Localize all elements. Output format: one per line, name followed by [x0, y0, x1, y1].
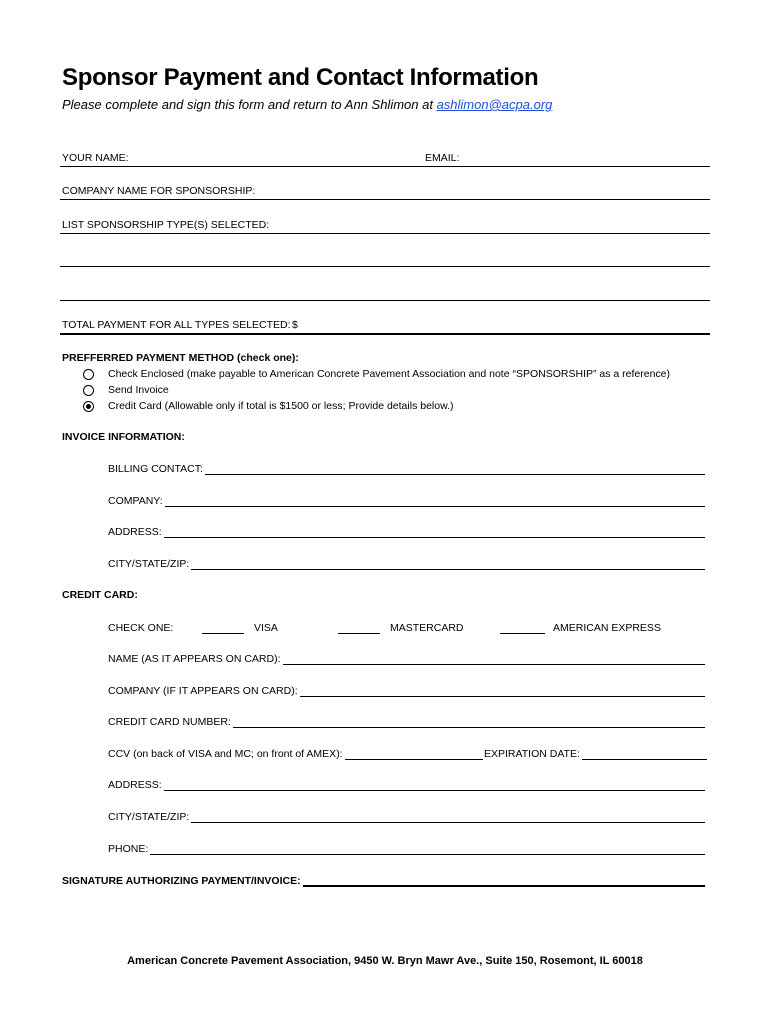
ccv-line[interactable] [345, 748, 483, 760]
your-name-label: YOUR NAME: [62, 152, 129, 164]
invoice-heading: INVOICE INFORMATION: [62, 431, 185, 443]
billing-contact-label: BILLING CONTACT: [108, 463, 203, 475]
invoice-address-field[interactable] [108, 526, 705, 538]
page-title: Sponsor Payment and Contact Information [62, 64, 539, 91]
invoice-company-label: COMPANY: [108, 495, 163, 507]
option-check-enclosed: Check Enclosed (make payable to American Concrete Pavement Association and note “SPONSORSHIP” as a reference) [108, 368, 671, 380]
name-on-card-label: NAME (AS IT APPEARS ON CARD): [108, 653, 281, 665]
invoice-address-line[interactable] [164, 526, 705, 538]
company-on-card-field[interactable] [108, 685, 705, 697]
card-address-field[interactable] [108, 779, 705, 791]
payment-method-heading: PREFFERRED PAYMENT METHOD (check one): [62, 352, 299, 364]
expiration-line[interactable] [582, 748, 707, 760]
dollar-sign: $ [292, 319, 298, 331]
invoice-address-label: ADDRESS: [108, 526, 162, 538]
check-one-label: CHECK ONE: [108, 622, 174, 634]
mastercard-blank[interactable] [338, 622, 380, 634]
radio-check-enclosed[interactable] [83, 369, 94, 380]
visa-blank[interactable] [202, 622, 244, 634]
card-address-line[interactable] [164, 779, 705, 791]
phone-field[interactable] [108, 843, 705, 855]
footer-address: American Concrete Pavement Association, 9450 W. Bryn Mawr Ave., Suite 150, Rosemont, IL 60018 [127, 955, 643, 967]
option-send-invoice: Send Invoice [108, 384, 169, 396]
amex-blank[interactable] [500, 622, 545, 634]
card-city-label: CITY/STATE/ZIP: [108, 811, 190, 823]
ccv-field[interactable] [108, 748, 483, 760]
credit-card-heading: CREDIT CARD: [62, 589, 138, 601]
option-credit-card: Credit Card (Allowable only if total is $1500 or less; Provide details below.) [108, 400, 454, 412]
card-city-line[interactable] [191, 811, 705, 823]
expiration-label: EXPIRATION DATE: [484, 748, 580, 760]
invoice-city-field[interactable] [108, 558, 705, 570]
visa-label: VISA [254, 622, 278, 634]
expiration-field[interactable] [484, 748, 707, 760]
card-city-field[interactable] [108, 811, 705, 823]
ccv-label: CCV (on back of VISA and MC; on front of AMEX): [108, 748, 343, 760]
name-on-card-field[interactable] [108, 653, 705, 665]
invoice-city-line[interactable] [191, 558, 705, 570]
radio-send-invoice[interactable] [83, 385, 94, 396]
billing-contact-line[interactable] [205, 463, 705, 475]
signature-label: SIGNATURE AUTHORIZING PAYMENT/INVOICE: [62, 875, 301, 887]
card-number-field[interactable] [108, 716, 705, 728]
signature-line[interactable] [303, 874, 705, 887]
company-on-card-label: COMPANY (IF IT APPEARS ON CARD): [108, 685, 298, 697]
radio-credit-card[interactable] [83, 401, 94, 412]
card-address-label: ADDRESS: [108, 779, 162, 791]
name-on-card-line[interactable] [283, 653, 705, 665]
phone-label: PHONE: [108, 843, 149, 855]
sponsorship-types-label: LIST SPONSORSHIP TYPE(S) SELECTED: [62, 219, 270, 231]
phone-line[interactable] [150, 843, 705, 855]
total-payment-label: TOTAL PAYMENT FOR ALL TYPES SELECTED: [62, 319, 291, 331]
invoice-company-line[interactable] [165, 495, 705, 507]
sponsorship-types-line-3[interactable] [60, 300, 710, 301]
billing-contact-field[interactable] [108, 463, 705, 475]
instructions [62, 97, 552, 112]
sponsorship-types-line-2[interactable] [60, 266, 710, 267]
instructions-text: Please complete and sign this form and return to Ann Shlimon at [62, 97, 437, 112]
name-email-line[interactable] [60, 166, 710, 167]
card-number-label: CREDIT CARD NUMBER: [108, 716, 231, 728]
card-number-line[interactable] [233, 716, 705, 728]
invoice-city-label: CITY/STATE/ZIP: [108, 558, 190, 570]
email-label: EMAIL: [425, 152, 460, 164]
email-link[interactable]: ashlimon@acpa.org [436, 97, 553, 112]
company-name-label: COMPANY NAME FOR SPONSORSHIP: [62, 185, 256, 197]
company-on-card-line[interactable] [300, 685, 705, 697]
signature-field[interactable] [62, 874, 705, 887]
invoice-company-field[interactable] [108, 495, 705, 507]
total-payment-line[interactable] [60, 333, 710, 335]
amex-label: AMERICAN EXPRESS [553, 622, 661, 634]
sponsorship-types-line-1[interactable] [60, 233, 710, 234]
company-name-line[interactable] [60, 199, 710, 200]
mastercard-label: MASTERCARD [390, 622, 464, 634]
